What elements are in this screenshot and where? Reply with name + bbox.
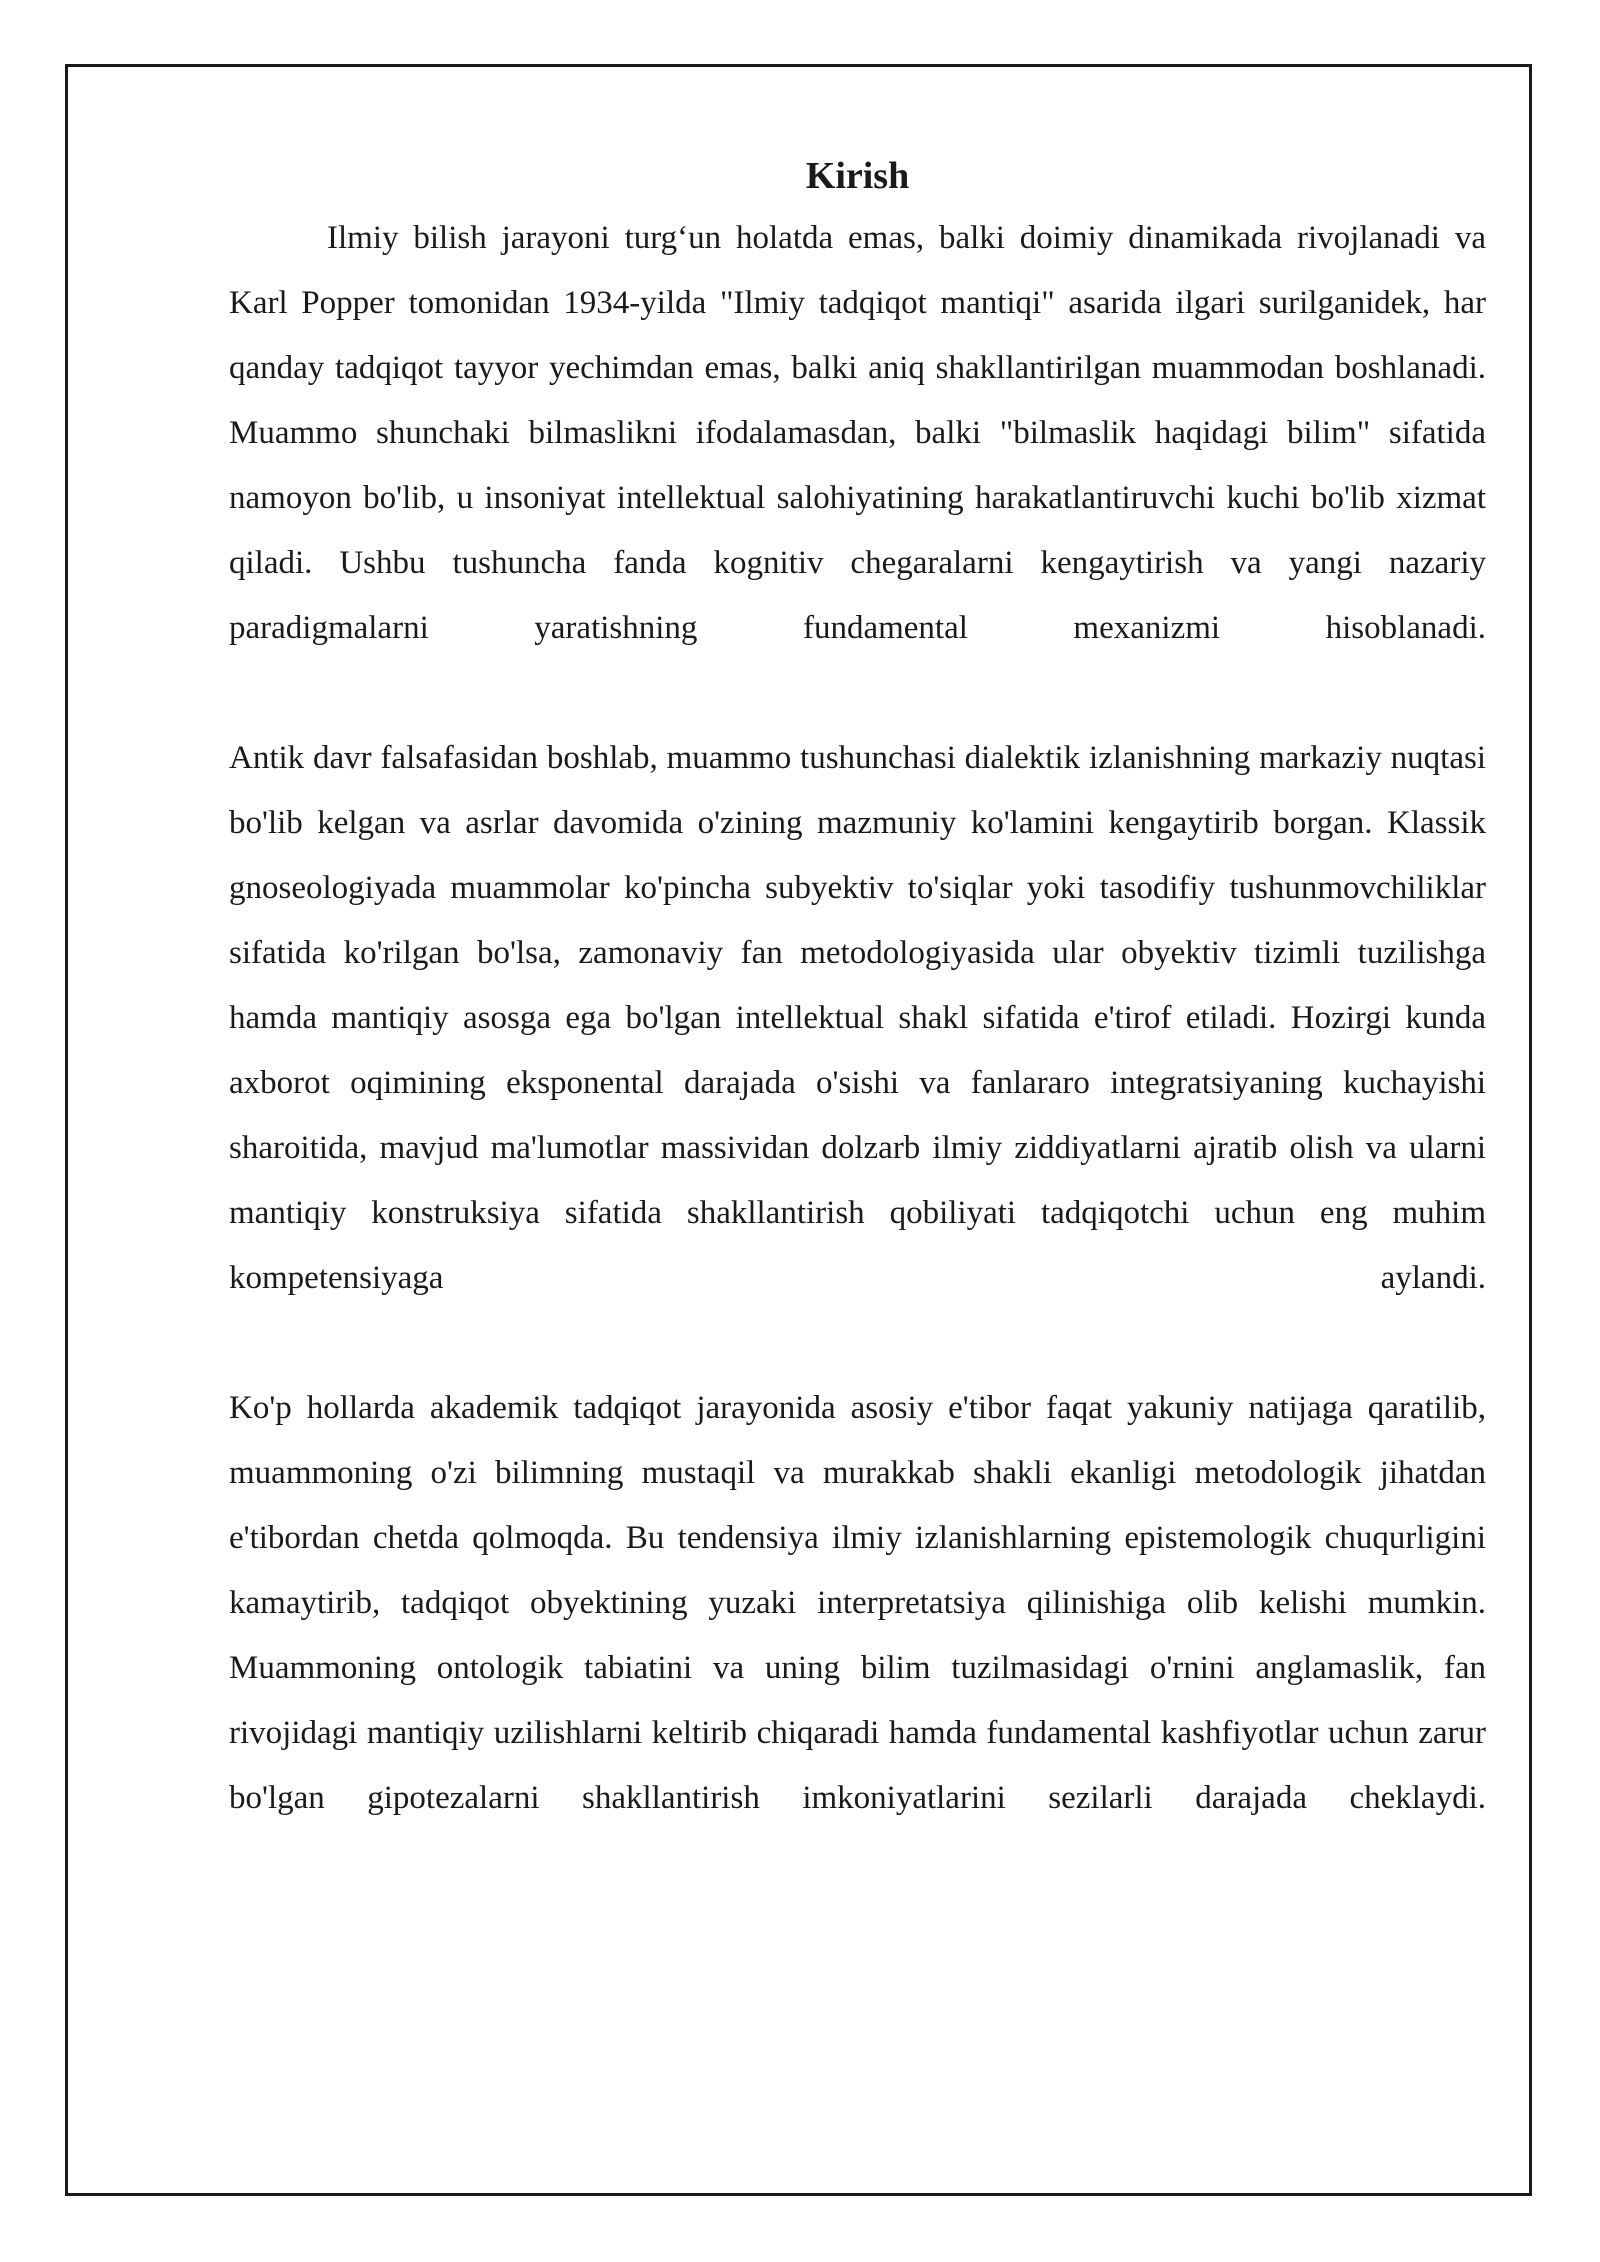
paragraph-gap xyxy=(229,661,1486,726)
paragraph-2: Antik davr falsafasidan boshlab, muammo tushunchasi dialektik izlanishning markaziy nuqtasi bo'lib kelgan va asrlar davomida o'zining mazmuniy ko'lamini kengaytirib borgan. Klassik gnoseologiyada muammolar ko'pincha subyektiv to'siqlar yoki tasodifiy tushunmovchiliklar sifatida ko'rilgan bo'lsa, zamonaviy fan metodologiyasida ular obyektiv tizimli tuzilishga hamda mantiqiy asosga ega bo'lgan intellektual shakl sifatida e'tirof etiladi. Hozirgi kunda axborot oqimining eksponental darajada o'sishi va fanlararo integratsiyaning kuchayishi sharoitida, mavjud ma'lumotlar massividan dolzarb ilmiy ziddiyatlarni ajratib olish va ularni mantiqiy konstruksiya sifatida shakllantirish qobiliyati tadqiqotchi uchun eng muhim kompetensiyaga aylandi. xyxy=(229,740,1486,1296)
document-title: Kirish xyxy=(805,155,910,197)
paragraph-3: Ko'p hollarda akademik tadqiqot jarayonida asosiy e'tibor faqat yakuniy natijaga qaratilib, muammoning o'zi bilimning mustaqil va murakkab shakli ekanligi metodologik jihatdan e'tibordan chetda qolmoqda. Bu tendensiya ilmiy izlanishlarning epistemologik chuqurligini kamaytirib, tadqiqot obyektining yuzaki interpretatsiya qilinishiga olib kelishi mumkin. Muammoning ontologik tabiatini va uning bilim tuzilmasidagi o'rnini anglamaslik, fan rivojidagi mantiqiy uzilishlarni keltirib chiqaradi hamda fundamental kashfiyotlar uchun zarur bo'lgan gipotezalarni shakllantirish imkoniyatlarini sezilarli darajada cheklaydi. xyxy=(229,1390,1486,1816)
paragraph-1: Ilmiy bilish jarayoni turg‘un holatda emas, balki doimiy dinamikada rivojlanadi va Karl Popper tomonidan 1934-yilda "Ilmiy tadqiqot mantiqi" asarida ilgari surilganidek, har qanday tadqiqot tayyor yechimdan emas, balki aniq shakllantirilgan muammodan boshlanadi. Muammo shunchaki bilmaslikni ifodalamasdan, balki "bilmaslik haqidagi bilim" sifatida namoyon bo'lib, u insoniyat intellektual salohiyatining harakatlantiruvchi kuchi bo'lib xizmat qiladi. Ushbu tushuncha fanda kognitiv chegaralarni kengaytirish va yangi nazariy paradigmalarni yaratishning fundamental mexanizmi hisoblanadi. xyxy=(229,220,1486,646)
document-body xyxy=(229,150,1486,1831)
paragraph-gap xyxy=(229,1311,1486,1376)
